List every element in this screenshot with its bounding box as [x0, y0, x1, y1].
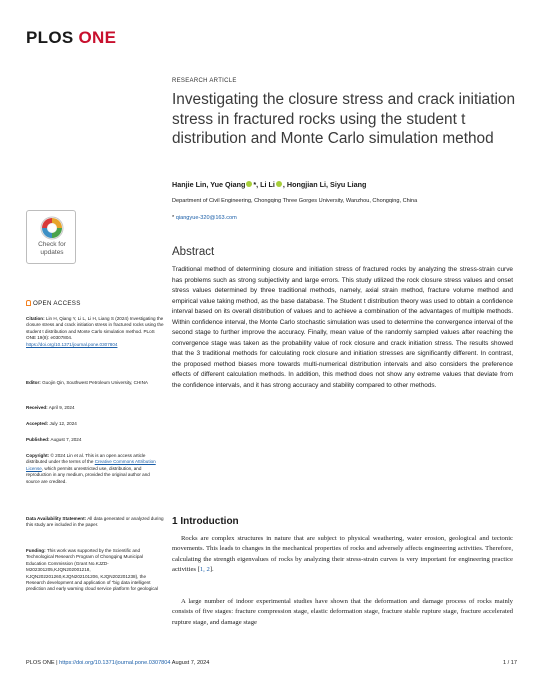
author-names-3: , Hongjian Li, Siyu Liang — [282, 180, 367, 189]
open-access-lock-icon — [26, 300, 31, 306]
published-date: August 7, 2024 — [49, 437, 82, 442]
citation-block — [26, 316, 164, 348]
intro-p1-end: ]. — [209, 566, 214, 574]
data-availability-text: All data generated or analyzed during this study are included in the paper. — [26, 516, 164, 528]
article-type: RESEARCH ARTICLE — [172, 78, 237, 84]
check-for-updates-badge[interactable] — [26, 210, 76, 264]
abstract-text: Traditional method of determining closure and initiation stress of fractured rocks by analyzing the stress-strain curve has problems such as strong subjectivity and large errors. This study utilized the rock closure stress values and onset stress values determined by three traditional methods, namely, axial strain method, fracture volume method and empirical value taking method, as the base database. The Student t distribution theory was used to obtain a confidence interval based on its overall distribution of values and to achieve a combination of the advantages of multiple methods. Within confidence interval, the Monte Carlo stochastic simulation was used to determine the convergence interval of the second stage to further improve the accuracy. Finally, mean value of the randomly sampled values after reaching the convergence stage was taken as the probability value of rock closure and crack initiation stress. The results showed that the 3 traditional methods for calculating rock closure and initiation stresses are significantly different. In contrast, the proposed method biases more towards multi-numerical distribution intervals and also considers the preference effects of different calculation methods. In addition, this method does not show any extreme values that deviate from the confidence intervals, and it has strong accuracy and stability compared to other methods. — [172, 266, 513, 389]
corresponding-email — [172, 215, 237, 221]
citation-text: Lin H, Qiang Y, Li L, Li H, Liang S (2024) Investigating the closure stress and crack initiation stress in fractured rocks using the student t distribution and Monte Carlo simulation method. PLoS ONE 19(8): e0307804. — [26, 316, 164, 341]
copyright-text-2: , which permits unrestricted use, distribution, and reproduction in any medium, provided the original author and source are credited. — [26, 465, 150, 484]
open-access-text: OPEN ACCESS — [33, 300, 81, 307]
accepted-date: July 12, 2024 — [48, 421, 77, 426]
open-access-label — [26, 300, 81, 307]
copyright-block — [26, 453, 164, 485]
orcid-icon[interactable] — [246, 181, 252, 187]
reference-link[interactable]: 1, 2 — [199, 566, 210, 574]
footer-date: August 7, 2024 — [170, 660, 210, 666]
orcid-icon[interactable] — [276, 181, 282, 187]
author-names-2: *, Li Li — [253, 180, 275, 189]
editor-block — [26, 380, 164, 386]
footer-doi-link[interactable]: https://doi.org/10.1371/journal.pone.0307804 — [59, 660, 171, 666]
copyright-label: Copyright: — [26, 453, 50, 458]
published-label: Published: — [26, 437, 50, 442]
intro-paragraph-1 — [172, 534, 513, 576]
accepted-label: Accepted: — [26, 421, 49, 426]
email-star: * — [172, 215, 176, 221]
footer-journal: PLOS ONE — [26, 660, 55, 666]
funding-block — [26, 548, 164, 593]
page-footer — [26, 660, 517, 666]
author-list — [172, 180, 366, 189]
footer-separator: | — [54, 660, 60, 666]
page-number: 1 / 17 — [503, 660, 517, 666]
journal-name-plos: PLOS — [26, 28, 74, 47]
received-label: Received: — [26, 405, 48, 410]
accepted-block — [26, 421, 164, 427]
email-link[interactable]: qiangyue-320@163.com — [175, 215, 237, 221]
affiliation: Department of Civil Engineering, Chongqing Three Gorges University, Wanzhou, Chongqing, China — [172, 198, 418, 204]
editor-text: Guojin Qin, Southwest Petroleum University, CHINA — [40, 380, 148, 385]
intro-p1-text: Rocks are complex structures in nature that are subject to physical weathering, water erosion, geological and tectonic movements. This leads to changes in the mechanical properties of rocks and adversely affects engineering activities. Therefore, calculating the strength eigenvalues of rocks by analyzing their stress-strain curves is very important for engineering practice activities [ — [172, 535, 513, 574]
cfu-line2: updates — [40, 248, 64, 256]
published-block — [26, 437, 164, 443]
article-title: Investigating the closure stress and crack initiation stress in fractured rocks using the student t distribution and Monte Carlo simulation method — [172, 91, 516, 147]
copyright-text: © 2024 Lin et al. This is an open access article distributed under the terms of the — [26, 453, 146, 465]
introduction-heading: 1 Introduction — [172, 516, 239, 527]
cfu-line1: Check for — [38, 241, 66, 248]
funding-text: This work was supported by the Scientific and Technological Research Program of Chongqing Municipal Education Commission (Grant No.KJZD-M202301205,KJQN202001218, KJQN202201260,KJQN202101206, KJQN202201238), the Research development and application of "big data intelligent prediction and early warning cloud service platform for geological — [26, 548, 159, 592]
abstract-heading: Abstract — [172, 246, 215, 258]
funding-label: Funding: — [26, 548, 46, 553]
data-availability-block — [26, 516, 164, 529]
author-names-1: Hanjie Lin, Yue Qiang — [172, 180, 246, 189]
received-date: April 9, 2024 — [47, 405, 75, 410]
journal-logo — [26, 28, 116, 48]
license-link[interactable]: Creative Commons Attribution License — [26, 459, 156, 471]
journal-name-one: ONE — [73, 28, 117, 47]
editor-label: Editor: — [26, 380, 41, 385]
citation-label: Citation: — [26, 316, 45, 321]
received-block — [26, 405, 164, 411]
check-for-updates-icon — [39, 215, 65, 241]
data-availability-label: Data Availability Statement: — [26, 516, 87, 521]
citation-doi-link[interactable]: https://doi.org/10.1371/journal.pone.0307804 — [26, 341, 118, 347]
check-for-updates-label — [27, 241, 77, 256]
intro-paragraph-2: A large number of indoor experimental studies have shown that the deformation and damage process of rocks mainly consists of five stages: fracture compression stage, elastic deformation stage, fracture stable rupture stage, fracture accelerated rupture stage, and damage stage — [172, 598, 513, 626]
